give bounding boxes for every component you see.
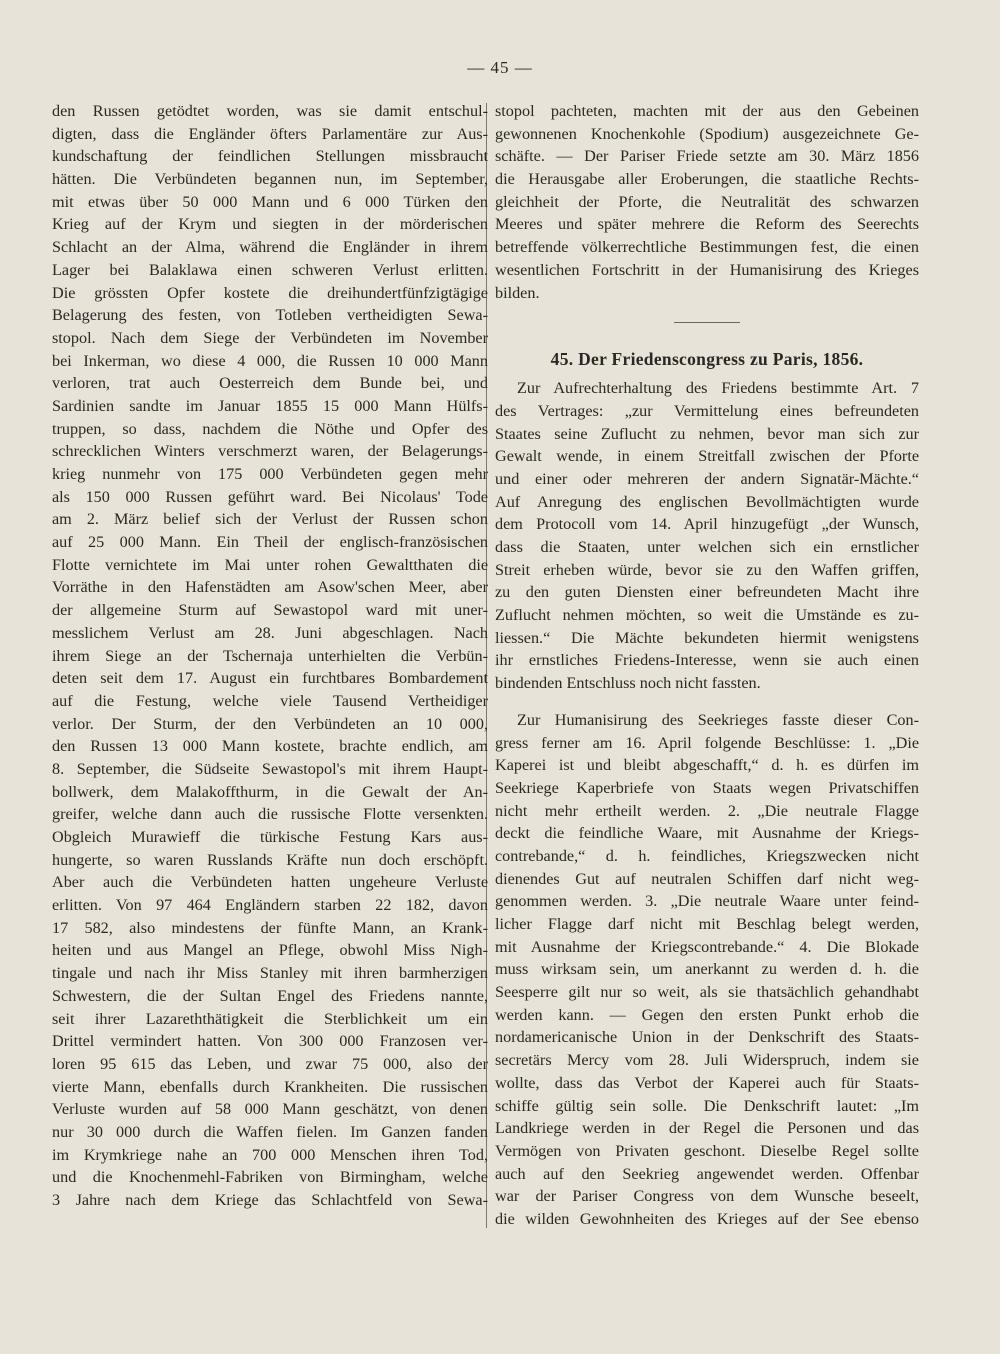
text-line: werden kann. — Gegen den ersten Punkt erhob die (495, 1005, 919, 1024)
text-line: Die grössten Opfer kostete die dreihundertfünfzigtägige (52, 283, 488, 302)
text-line: der allgemeine Sturm auf Sewastopol ward mit uner- (52, 601, 488, 620)
text-line: schäfte. — Der Pariser Friede setzte am 30. März 1856 (495, 147, 919, 166)
text-line: hungerte, so waren Russlands Kräfte nun doch erschöpft. (52, 850, 488, 869)
text-line: hätten. Die Verbündeten begannen nun, im September, (52, 170, 488, 189)
text-line: Aber auch die Verbündeten hatten ungeheure Verluste (52, 873, 488, 892)
text-line: deten seit dem 17. August ein furchtbares Bombardement (52, 669, 488, 688)
text-line: nur 30 000 durch die Waffen fielen. Im Ganzen fanden (52, 1122, 488, 1141)
text-line: auf die Festung, welche viele Tausend Vertheidiger (52, 691, 488, 710)
text-line: dass die Staaten, unter welchen sich ein ernstlicher (495, 538, 919, 556)
right-column (495, 100, 919, 1231)
text-line: den Russen getödtet worden, was sie damit entschul- (52, 102, 488, 120)
text-line: Streit erheben würde, bevor sie zu den Waffen griffen, (495, 560, 919, 579)
text-line: gress ferner am 16. April folgende Beschlüsse: 1. „Die (495, 733, 919, 752)
text-line: Schwestern, die der Sultan Engel des Friedens nannte, (52, 986, 488, 1005)
text-line: Zuflucht nehmen möchten, so weit die Umstände es zu- (495, 606, 919, 625)
left-column (52, 100, 488, 1212)
text-line: Drittel vermindert hatten. Von 300 000 Franzosen ver- (52, 1032, 488, 1051)
text-line: liessen.“ Die Mächte bekundeten hiermit wenigstens (495, 628, 919, 647)
text-line: dem Protocoll vom 14. April hinzugefügt „der Wunsch, (495, 515, 919, 534)
text-line: vierte Mann, ebenfalls durch Krankheiten. Die russischen (52, 1077, 488, 1096)
text-line: zu den guten Diensten einer befreundeten Macht ihre (495, 583, 919, 602)
text-line: nordamericanische Union in der Denkschrift des Staats- (495, 1028, 919, 1047)
text-line: Landkriege werden in der Regel die Personen und das (495, 1119, 919, 1138)
text-line: Vorräthe in den Hafenstädten am Asow'schen Meer, aber (52, 578, 488, 597)
text-line: bilden. (495, 283, 540, 302)
text-line: Vermögen von Privaten geschont. Dieselbe Regel sollte (495, 1141, 919, 1160)
text-line: Gewalt wende, in einem Streitfall zwischen der Pforte (495, 447, 919, 466)
text-line: loren 95 615 das Leben, und zwar 75 000, also der (52, 1054, 488, 1073)
text-line: verlor. Der Sturm, der den Verbündeten an 10 000, (52, 714, 488, 733)
text-line: kundschaftung der feindlichen Stellungen missbraucht (52, 147, 488, 166)
paragraph-naval-war (495, 709, 919, 1231)
text-line: schrecklichen Winters verschmerzt waren, der Belagerungs- (52, 442, 488, 461)
text-line: tingale und nach ihr Miss Stanley mit ihren barmherzigen (52, 964, 488, 983)
text-line: Zur Humanisirung des Seekrieges fasste dieser Con- (517, 710, 919, 729)
text-line: als 150 000 Russen geführt ward. Bei Nicolaus' Tode (52, 487, 488, 506)
text-line: contrebande,“ d. h. feindliches, Kriegszwecken nicht (495, 846, 919, 865)
text-line: und die Knochenmehl-Fabriken von Birmingham, welche (52, 1168, 488, 1187)
text-line: Staates seine Zuflucht zu nehmen, bevor man sich zur (495, 424, 919, 443)
text-line: digten, dass die Engländer öfters Parlamentäre zur Aus- (52, 124, 488, 143)
text-line: Auf Anregung des englischen Bevollmächtigten wurde (495, 492, 919, 511)
text-line: messlichem Verlust am 28. Juni abgeschlagen. Nach (52, 623, 488, 642)
text-line: Seekriege Kaperbriefe von Staats wegen Privatschiffen (495, 778, 919, 797)
text-line: bindenden Entschluss noch nicht fassten. (495, 674, 761, 693)
text-line: den Russen 13 000 Mann kostete, brachte endlich, am (52, 737, 488, 756)
text-line: wollte, dass das Verbot der Kaperei auch für Staats- (495, 1073, 919, 1092)
text-line: bollwerk, dem Malakoffthurm, in die Gewalt der An- (52, 782, 488, 801)
text-line: Lager bei Balaklawa einen schweren Verlust erlitten. (52, 260, 488, 279)
right-column-intro (495, 100, 919, 304)
text-line: des Vertrages: „zur Vermittelung eines befreundeten (495, 401, 919, 420)
paragraph-peace-article (495, 377, 919, 695)
text-line: greifer, welche dann auch die russische Flotte versenkten. (52, 805, 488, 824)
text-line: Belagerung des festen, von Totleben vertheidigten Sewa- (52, 306, 488, 325)
text-line: Zur Aufrechterhaltung des Friedens bestimmte Art. 7 (517, 379, 919, 398)
text-line: mit etwas über 50 000 Mann und 6 000 Türken den (52, 192, 488, 211)
text-line: stopol pachteten, machten mit der aus den Gebeinen (495, 102, 919, 120)
text-line: auf 25 000 Mann. Ein Theil der englisch-französischen (52, 533, 488, 552)
text-line: bei Inkerman, wo diese 4 000, die Russen 10 000 Mann (52, 351, 488, 370)
text-line: stopol. Nach dem Siege der Verbündeten im November (52, 328, 488, 347)
text-line: krieg nunmehr von 175 000 Verbündeten gegen mehr (52, 465, 488, 483)
text-line: auch auf den Seekrieg angewendet werden. Offenbar (495, 1164, 919, 1183)
page-number: — 45 — (467, 58, 533, 77)
text-line: betreffende völkerrechtliche Bestimmungen fest, die einen (495, 238, 919, 257)
text-line: 17 582, also mindestens der fünfte Mann, an Krank- (52, 918, 488, 937)
text-line: erlitten. Von 97 464 Engländern starben 22 182, davon (52, 896, 488, 915)
text-line: gewonnenen Knochenkohle (Spodium) ausgezeichnete Ge- (495, 124, 919, 143)
text-line: und einer oder mehreren der andern Signatär-Mächte.“ (495, 469, 919, 488)
text-line: nicht mehr ertheilt werden. 2. „Die neutrale Flagge (495, 801, 919, 820)
text-line: mit Ausnahme der Kriegscontrebande.“ 4. Die Blokade (495, 937, 919, 956)
text-line: secretärs Mercy vom 28. Juli Widerspruch, indem sie (495, 1051, 919, 1070)
text-line: schiffe gültig sein solle. Die Denkschrift lautet: „Im (495, 1096, 919, 1115)
text-line: deckt die feindliche Waare, mit Ausnahme der Kriegs- (495, 824, 919, 843)
section-separator-rule (674, 322, 740, 323)
text-line: dienendes Gut auf neutralen Schiffen darf nicht weg- (495, 869, 919, 888)
text-line: Seesperre gilt nur so weit, als sie thatsächlich gehandhabt (495, 983, 919, 1002)
section-heading: 45. Der Friedenscongress zu Paris, 1856. (550, 349, 864, 370)
text-line: heiten und aus Mangel an Pflege, obwohl Miss Nigh- (52, 941, 488, 960)
text-line: muss wirksam sein, um anerkannt zu werden d. h. die (495, 960, 919, 979)
text-line: Verluste wurden auf 58 000 Mann geschätzt, von denen (52, 1100, 488, 1119)
text-line: im Krymkriege nahe an 700 000 Menschen ihren Tod, (52, 1145, 488, 1164)
text-line: genommen werden. 3. „Die neutrale Waare unter feind- (495, 892, 919, 911)
text-line: Kaperei ist und bleibt abgeschafft,“ d. h. es dürfen im (495, 756, 919, 775)
text-line: Krieg auf der Krym und siegten in der mörderischen (52, 215, 488, 234)
text-line: Obgleich Murawieff die türkische Festung Kars aus- (52, 828, 488, 846)
text-line: war der Pariser Congress von dem Wunsche beseelt, (495, 1187, 919, 1206)
text-line: Schlacht an der Alma, während die Engländer in ihrem (52, 238, 488, 257)
text-line: am 2. März belief sich der Verlust der Russen schon (52, 510, 488, 529)
text-line: wesentlichen Fortschritt in der Humanisirung des Krieges (495, 260, 919, 279)
text-line: ihrem Siege an der Tschernaja unterhielten die Verbün- (52, 646, 488, 665)
text-line: seit ihrer Lazareththätigkeit die Sterblichkeit um ein (52, 1009, 488, 1028)
text-line: truppen, so dass, nachdem die Nöthe und Opfer des (52, 419, 488, 438)
text-line: Sardinien sandte im Januar 1855 15 000 Mann Hülfs- (52, 396, 488, 415)
text-line: Meeres und später mehrere die Reform des Seerechts (495, 215, 919, 234)
text-line: gleichheit der Pforte, die Neutralität des schwarzen (495, 192, 919, 211)
text-line: 8. September, die Südseite Sewastopol's mit ihrem Haupt- (52, 759, 488, 778)
text-line: die wilden Gewohnheiten des Krieges auf der See ebenso (495, 1209, 919, 1228)
text-line: ihr ernstliches Friedens-Interesse, wenn sie auch einen (495, 651, 919, 670)
text-line: verloren, trat auch Oesterreich dem Bunde bei, und (52, 374, 488, 393)
text-line: licher Flagge darf nicht mit Beschlag belegt werden, (495, 915, 919, 933)
text-line: 3 Jahre nach dem Kriege das Schlachtfeld von Sewa- (52, 1191, 488, 1209)
text-line: die Herausgabe aller Eroberungen, die staatliche Rechts- (495, 170, 919, 189)
text-line: Flotte vernichtete im Mai unter rohen Gewaltthaten die (52, 555, 488, 574)
